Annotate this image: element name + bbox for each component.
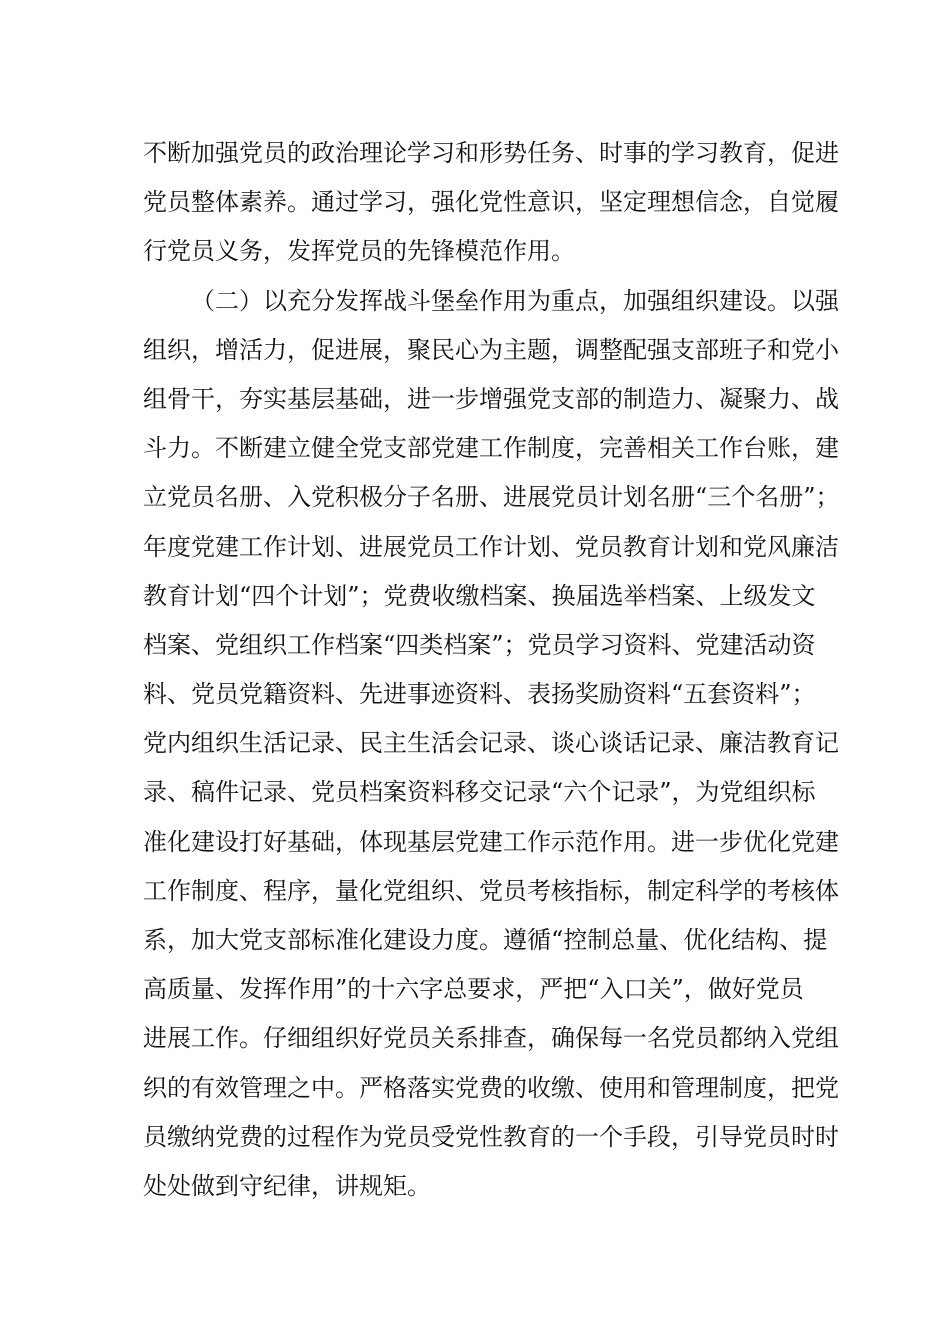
text-line: 员缴纳党费的过程作为党员受党性教育的一个手段，引导党员时时 bbox=[143, 1122, 839, 1151]
text-line: 工作制度、程序，量化党组织、党员考核指标，制定科学的考核体 bbox=[143, 876, 839, 905]
text-line: 进展工作。仔细组织好党员关系排查，确保每一名党员都纳入党组 bbox=[143, 1024, 839, 1053]
text-line: 织的有效管理之中。严格落实党费的收缴、使用和管理制度，把党 bbox=[143, 1073, 839, 1102]
text-line: 党内组织生活记录、民主生活会记录、谈心谈话记录、廉洁教育记 bbox=[143, 729, 839, 758]
text-line: 不断加强党员的政治理论学习和形势任务、时事的学习教育，促进 bbox=[143, 139, 839, 167]
text-line: 料、党员党籍资料、先进事迹资料、表扬奖励资料“五套资料”； bbox=[143, 680, 816, 709]
text-line: 档案、党组织工作档案“四类档案”；党员学习资料、党建活动资 bbox=[143, 630, 816, 659]
text-line: 准化建设打好基础，体现基层党建工作示范作用。进一步优化党建 bbox=[143, 827, 839, 856]
text-line: 录、稿件记录、党员档案资料移交记录“六个记录”，为党组织标 bbox=[143, 778, 816, 807]
text-line: 高质量、发挥作用”的十六字总要求，严把“入口关”，做好党员 bbox=[143, 975, 804, 1004]
text-line: 斗力。不断建立健全党支部党建工作制度，完善相关工作台账，建 bbox=[143, 434, 839, 463]
text-line: 处处做到守纪律，讲规矩。 bbox=[143, 1171, 431, 1200]
document-body bbox=[143, 129, 840, 1211]
text-line: 教育计划“四个计划”；党费收缴档案、换届选举档案、上级发文 bbox=[143, 581, 816, 610]
text-line: 年度党建工作计划、进展党员工作计划、党员教育计划和党风廉洁 bbox=[143, 532, 839, 561]
text-line: 立党员名册、入党积极分子名册、进展党员计划名册“三个名册”； bbox=[143, 483, 840, 512]
text-line: 组织，增活力，促进展，聚民心为主题，调整配强支部班子和党小 bbox=[143, 335, 839, 364]
text-line: 组骨干，夯实基层基础，进一步增强党支部的制造力、凝聚力、战 bbox=[143, 384, 839, 413]
text-line: 行党员义务，发挥党员的先锋模范作用。 bbox=[143, 237, 575, 266]
section-heading-line: （二）以充分发挥战斗堡垒作用为重点，加强组织建设。以强 bbox=[191, 286, 839, 315]
text-line: 系，加大党支部标准化建设力度。遵循“控制总量、优化结构、提 bbox=[143, 926, 828, 954]
text-line: 党员整体素养。通过学习，强化党性意识，坚定理想信念，自觉履 bbox=[143, 188, 839, 217]
